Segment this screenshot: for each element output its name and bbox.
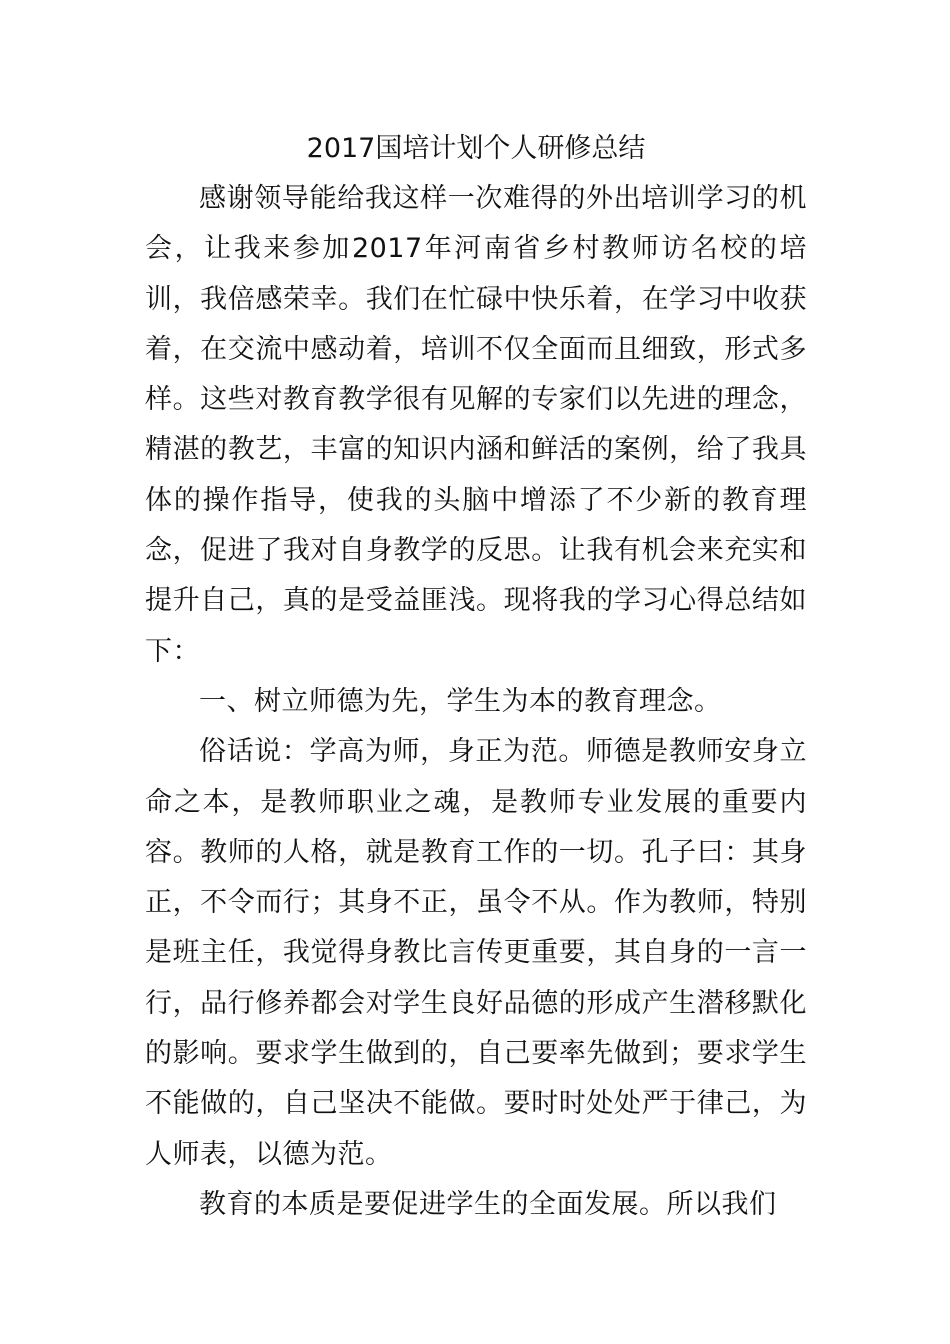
paragraph-intro: 感谢领导能给我这样一次难得的外出培训学习的机会，让我来参加2017年河南省乡村教师访名校的培训，我倍感荣幸。我们在忙碌中快乐着，在学习中收获着，在交流中感动着，培训不仅全面而且细致，形式多样。这些对教育教学很有见解的专家们以先进的理念，精湛的教艺，丰富的知识内涵和鲜活的案例，给了我具体的操作指导，使我的头脑中增添了不少新的教育理念，促进了我对自身教学的反思。让我有机会来充实和提升自己，真的是受益匪浅。现将我的学习心得总结如下：	[145, 183, 807, 667]
paragraph-education-essence: 教育的本质是要促进学生的全面发展。所以我们	[199, 1188, 777, 1220]
document-title: 2017国培计划个人研修总结	[306, 133, 646, 164]
section-heading-1: 一、树立师德为先，学生为本的教育理念。	[199, 685, 722, 717]
document-body	[145, 124, 807, 1230]
paragraph-teacher-ethics: 俗话说：学高为师，身正为范。师德是教师安身立命之本，是教师职业之魂，是教师专业发展的重要内容。教师的人格，就是教育工作的一切。孔子曰：其身正，不令而行；其身不正，虽令不从。作为教师，特别是班主任，我觉得身教比言传更重要，其自身的一言一行，品行修养都会对学生良好品德的形成产生潜移默化的影响。要求学生做到的，自己要率先做到；要求学生不能做的，自己坚决不能做。要时时处处严于律己，为人师表，以德为范。	[145, 736, 807, 1170]
